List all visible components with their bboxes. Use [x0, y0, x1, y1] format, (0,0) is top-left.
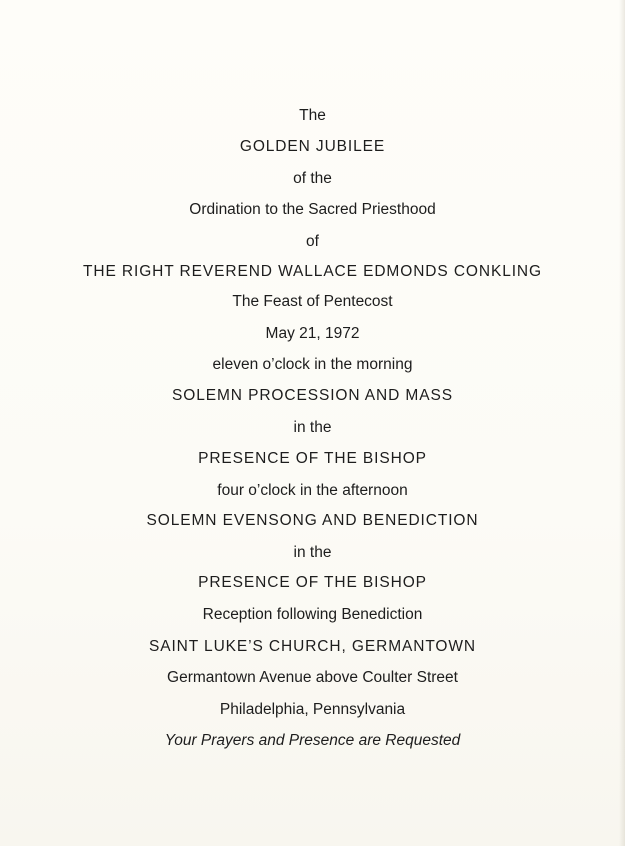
line-date: May 21, 1972 — [265, 325, 360, 342]
line-of-the: of the — [293, 170, 332, 187]
line-street-address: Germantown Avenue above Coulter Street — [167, 669, 458, 686]
line-golden-jubilee: GOLDEN JUBILEE — [239, 138, 386, 155]
line-honoree-name: THE RIGHT REVEREND WALLACE EDMONDS CONKLING — [83, 263, 542, 280]
line-presence-bishop-2: PRESENCE OF THE BISHOP — [198, 574, 427, 591]
line-request: Your Prayers and Presence are Requested — [164, 732, 461, 749]
line-in-the-2: in the — [293, 544, 332, 561]
line-reception: Reception following Benediction — [202, 606, 423, 623]
line-in-the-1: in the — [293, 419, 332, 436]
line-of: of — [306, 233, 319, 250]
line-evensong-benediction: SOLEMN EVENSONG AND BENEDICTION — [146, 512, 479, 529]
line-presence-bishop-1: PRESENCE OF THE BISHOP — [198, 450, 427, 467]
line-procession-mass: SOLEMN PROCESSION AND MASS — [172, 387, 453, 404]
line-church-name: SAINT LUKE’S CHURCH, GERMANTOWN — [148, 638, 477, 655]
line-ordination: Ordination to the Sacred Priesthood — [189, 201, 436, 218]
line-afternoon-time: four o’clock in the afternoon — [217, 482, 408, 499]
line-city-state: Philadelphia, Pennsylvania — [219, 701, 406, 718]
line-feast: The Feast of Pentecost — [232, 293, 393, 310]
line-the: The — [299, 107, 326, 124]
line-morning-time: eleven o’clock in the morning — [212, 356, 413, 373]
